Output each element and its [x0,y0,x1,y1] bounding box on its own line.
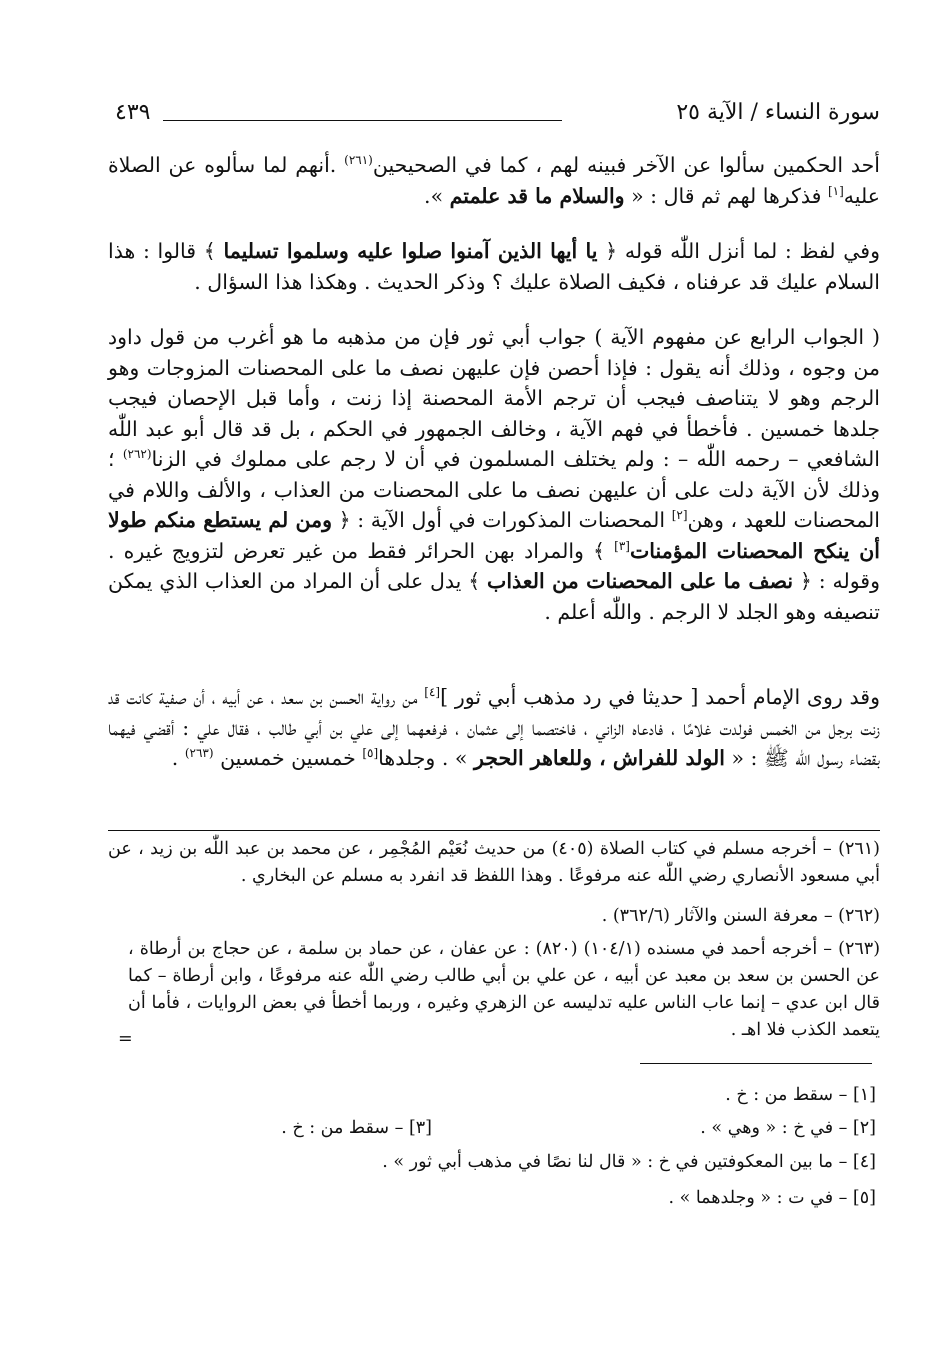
variant-note-2: [٢] – في خ : « وهي » . [700,1118,876,1138]
text: ( الجواب الرابع عن مفهوم الآية ) جواب أبي ثور فإن من مذهبه ما هو أغرب من قول داود من وجوه ، وذلك أنه يقول : فإذا أحصن فإن عليهن نصف ما على المحصنات المزوجات وهو الرجم وهو لا يتناصف فيجب أن ترجم الأمة المحصنة إذا زنت ، وأما قبل الإحصان فيجب جلدها خمسين . فأخطأ في فهم الآية ، وخالف الجمهور في الحكم ، بل قد قال أبو عبد اللّٰه الشافعي – رحمه اللّٰه – : ولم يختلف المسلمون في أن لا رجم على مملوك في الزنا [108,325,880,471]
surah-title: سورة النساء / الآية ٢٥ [676,100,880,125]
footnote-263: (٢٦٣) – أخرجه أحمد في مسنده (١٠٤/١) (٨٢٠) : عن عفان ، عن حماد بن سلمة ، عن حجاج بن أرطاة ، عن الحسن بن سعد بن معبد عن أبيه ، عن علي بن أبي طالب رضي اللّٰه عنه مرفوعًا ، وابن أرطاة – كما قال ابن عدي – إنما عاب الناس عليه تدليسه عن الزهري وغيره ، وربما أخطأ في بعض الروايات ، فأما أن يتعمد الكذب فلا اهـ . [128,939,881,1040]
text: » . وجلدها [378,746,474,770]
variants-divider [640,1063,872,1064]
footnote-261: (٢٦١) – أخرجه مسلم في كتاب الصلاة (٤٠٥) من حديث نُعَيْم المُجْمِر ، عن محمد بن عبد اللّٰه بن زيد ، عن أبي مسعود الأنصاري رضي اللّٰه عنه مرفوعًا . وهذا اللفظ قد انفرد به مسلم عن البخاري . [108,839,880,886]
variant-ref: [٢] [671,508,688,523]
continuation-mark: = [118,1029,133,1049]
footnote-262: (٢٦٢) – معرفة السنن والآثار (٣٦٢/٦) . [601,906,880,926]
variant-ref: [٣] [614,538,630,553]
variant-note-5: [٥] – في ت : « وجلدهما » . [668,1188,876,1208]
text: . [171,746,185,770]
text: ؛ وذلك لأن الآية دلت على أن عليهن نصف ما على المحصنات من العذاب ، والألف واللام في المحصنات للعهد ، وهن [108,447,881,532]
variant-ref: [١] [827,183,844,198]
paragraph-2 [108,236,880,297]
variant-note-3: [٣] – سقط من : خ . [281,1118,432,1138]
footnote-ref: (٢٦١) [344,153,373,168]
text: ». [424,183,450,208]
text: أحد الحكمين سألوا عن الآخر فبينه لهم ، كما في الصحيحين [372,153,880,177]
hadith-quote: الولد للفراش ، وللعاهر الحجر [473,746,725,770]
page-number: ٤٣٩ [115,100,151,125]
hadith-quote: والسلام ما قد علمتم [449,183,625,208]
text: المحصنات المذكورات في أول الآية : ﴿ [332,508,672,532]
header-rule [163,120,562,121]
paragraph-4 [108,682,880,774]
variant-note-1: [١] – سقط من : خ . [725,1085,876,1105]
text: وقد روى الإمام أحمد [ حديثا في رد مذهب أبي ثور ] [440,685,880,709]
paragraph-1 [108,150,880,211]
quran-quote: ومن لم يستطع منكم طولا أن ينكح المحصنات المؤمنات [108,508,880,563]
text: فذكرها لهم ثم قال : « [624,183,828,208]
running-header [115,100,880,134]
text: وفي لفظ : لما أنزل اللّٰه قوله ﴿ [597,239,880,263]
text: خمسين خمسين [213,746,363,770]
text: من رواية الحسن بن سعد ، عن أبيه ، أن صفية كانت قد زنت برجل من الخمس فولدت غلامًا ، فادعاه الزاني ، فاختصما إلى عثمان ، فرفعهما إلى علي بن أبي طالب ، فقال علي : أقضي فيهما بقضاء رسول اللّٰه ﷺ : « [108,685,880,770]
variant-ref: [٥] [362,746,379,761]
footnote-ref: (٢٦٢) [122,447,152,462]
text: ﴾ يدل على أن المراد من العذاب الذي يمكن تنصيفه وهو الجلد لا الرجم . واللّٰه أعلم . [108,569,880,624]
text: ﴾ والمراد بهن الحرائر فقط من غير تعرض لتزويج غيره . وقوله : ﴿ [108,538,880,593]
variant-ref: [٤] [424,685,441,700]
text: .أنهم لما سألوه عن الصلاة عليه [108,153,880,208]
variant-note-4: [٤] – ما بين المعكوفتين في خ : « قال لنا نصًا في مذهب أبي ثور » . [382,1152,876,1172]
text: ﴾ قالوا : هذا السلام عليك قد عرفناه ، فكيف الصلاة عليك ؟ وذكر الحديث . وهكذا هذا السؤال . [108,239,880,294]
footnotes-divider [108,830,880,831]
paragraph-3 [108,322,880,627]
footnote-ref: (٢٦٣) [184,746,214,761]
quran-quote: يا أيها الذين آمنوا صلوا عليه وسلموا تسليما [223,239,598,263]
quran-quote: نصف ما على المحصنات من العذاب [487,569,794,593]
